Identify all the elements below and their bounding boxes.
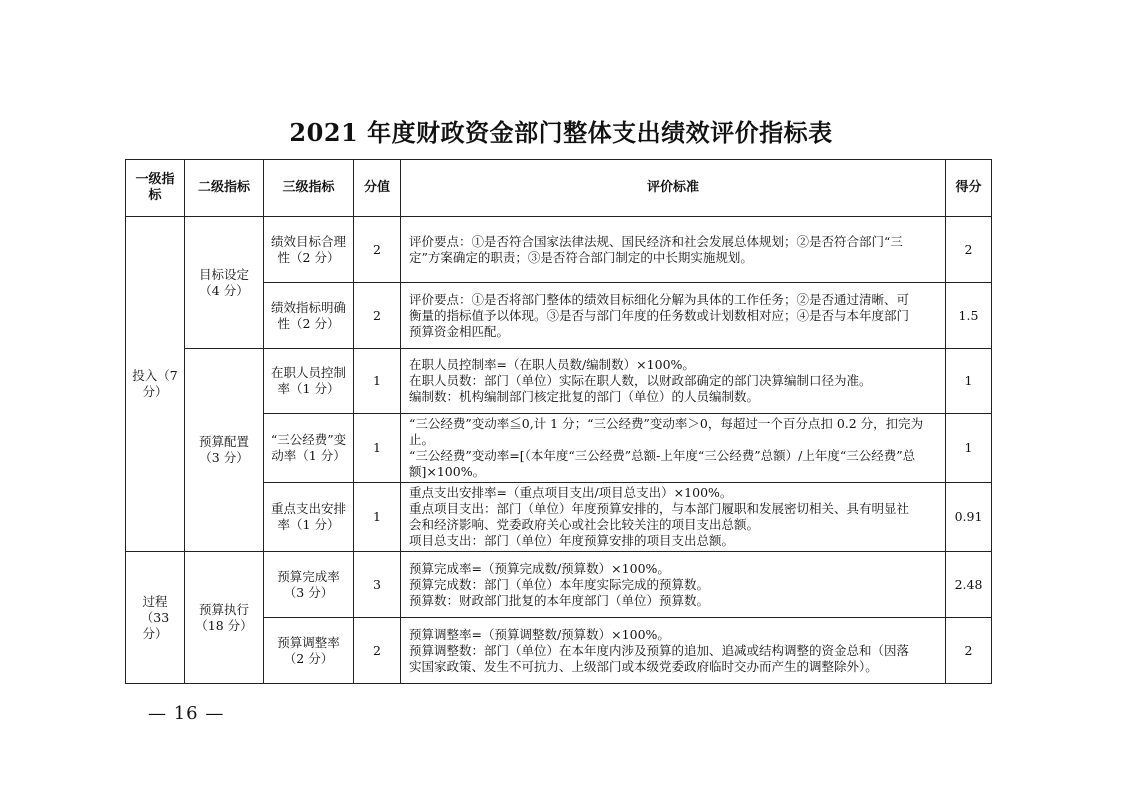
header-level3: 三级指标 [264, 160, 354, 217]
level1-cell: 投入（7 分） [126, 217, 185, 552]
standard-line: 预算调整率=（预算调整数/预算数）×100%。 [409, 626, 670, 642]
score-cell: 0.91 [946, 483, 992, 552]
standard-line: 定”方案确定的职责；③是否符合部门制定的中长期实施规划。 [409, 249, 753, 265]
standard-line: 止。 [409, 432, 435, 447]
header-level2: 二级指标 [185, 160, 264, 217]
standard-line: 预算数：财政部门批复的本年度部门（单位）预算数。 [409, 592, 710, 608]
standard-line: 项目总支出：部门（单位）年度预算安排的项目支出总额。 [409, 533, 735, 548]
level2-cell: 目标设定（4 分） [185, 217, 264, 349]
standard-line: 会和经济影响、党委政府关心或社会比较关注的项目支出总额。 [409, 517, 760, 532]
weight-cell: 2 [354, 283, 401, 349]
header-level1: 一级指标 [126, 160, 185, 217]
standard-line: 评价要点：①是否符合国家法律法规、国民经济和社会发展总体规划；②是否符合部门“三 [409, 233, 903, 249]
score-cell: 2.48 [946, 552, 992, 618]
level3-cell: 预算调整率（2 分） [264, 618, 354, 684]
table-row [126, 217, 992, 283]
standard-cell [401, 414, 946, 483]
level3-cell: 预算完成率（3 分） [264, 552, 354, 618]
header-weight: 分值 [354, 160, 401, 217]
standard-cell [401, 483, 946, 552]
header-standard: 评价标准 [401, 160, 946, 217]
level3-cell: 绩效目标合理性（2 分） [264, 217, 354, 283]
table-row [126, 349, 992, 414]
level2-cell: 预算执行（18 分） [185, 552, 264, 684]
standard-line: 编制数：机构编制部门核定批复的部门（单位）的人员编制数。 [409, 389, 760, 404]
score-cell: 1 [946, 349, 992, 414]
weight-cell: 2 [354, 217, 401, 283]
standard-cell [401, 552, 946, 618]
indicator-table [125, 159, 992, 684]
table-body [126, 217, 992, 684]
score-cell: 2 [946, 217, 992, 283]
standard-line: 额]×100%。 [409, 464, 486, 479]
standard-cell [401, 618, 946, 684]
standard-line: 在职人员数：部门（单位）实际在职人数，以财政部确定的部门决算编制口径为准。 [409, 373, 872, 388]
header-score: 得分 [946, 160, 992, 217]
standard-line: “三公经费”变动率≦0,计 1 分；“三公经费”变动率＞0，每超过一个百分点扣 0.2 分，扣完为 [409, 416, 924, 431]
weight-cell: 2 [354, 618, 401, 684]
standard-line: 在职人员控制率=（在职人员数/编制数）×100%。 [409, 357, 695, 372]
standard-line: 预算完成数：部门（单位）本年度实际完成的预算数。 [409, 576, 710, 592]
standard-cell [401, 283, 946, 349]
level2-cell: 预算配置（3 分） [185, 349, 264, 552]
standard-line: 重点支出安排率=（重点项目支出/项目总支出）×100%。 [409, 485, 733, 500]
weight-cell: 1 [354, 483, 401, 552]
standard-line: 实国家政策、发生不可抗力、上级部门或本级党委政府临时交办而产生的调整除外）。 [409, 658, 878, 674]
score-cell: 1 [946, 414, 992, 483]
standard-line: 衡量的指标值予以体现。③是否与部门年度的任务数或计划数相对应；④是否与本年度部门 [409, 307, 910, 323]
page-number: — 16 — [148, 703, 225, 724]
standard-line: 评价要点：①是否将部门整体的绩效目标细化分解为具体的工作任务；②是否通过清晰、可 [409, 291, 910, 307]
header-row [126, 160, 992, 217]
level3-cell: 重点支出安排率（1 分） [264, 483, 354, 552]
weight-cell: 1 [354, 414, 401, 483]
standard-line: 预算完成率=（预算完成数/预算数）×100%。 [409, 560, 670, 576]
score-cell: 2 [946, 618, 992, 684]
weight-cell: 3 [354, 552, 401, 618]
page-title: 2021 年度财政资金部门整体支出绩效评价指标表 [289, 118, 833, 147]
standard-line: 预算资金相匹配。 [409, 323, 510, 339]
level1-cell: 过程（33 分） [126, 552, 185, 684]
weight-cell: 1 [354, 349, 401, 414]
standard-cell [401, 217, 946, 283]
standard-line: “三公经费”变动率=[（本年度“三公经费”总额-上年度“三公经费”总额）/上年度“三公经费”总 [409, 448, 916, 463]
standard-line: 预算调整数：部门（单位）在本年度内涉及预算的追加、追减或结构调整的资金总和（因落 [409, 642, 910, 658]
table-row [126, 552, 992, 618]
level3-cell: 绩效指标明确性（2 分） [264, 283, 354, 349]
score-cell: 1.5 [946, 283, 992, 349]
standard-cell [401, 349, 946, 414]
level3-cell: 在职人员控制率（1 分） [264, 349, 354, 414]
standard-line: 重点项目支出：部门（单位）年度预算安排的，与本部门履职和发展密切相关、具有明显社 [409, 501, 910, 516]
level3-cell: “三公经费”变动率（1 分） [264, 414, 354, 483]
